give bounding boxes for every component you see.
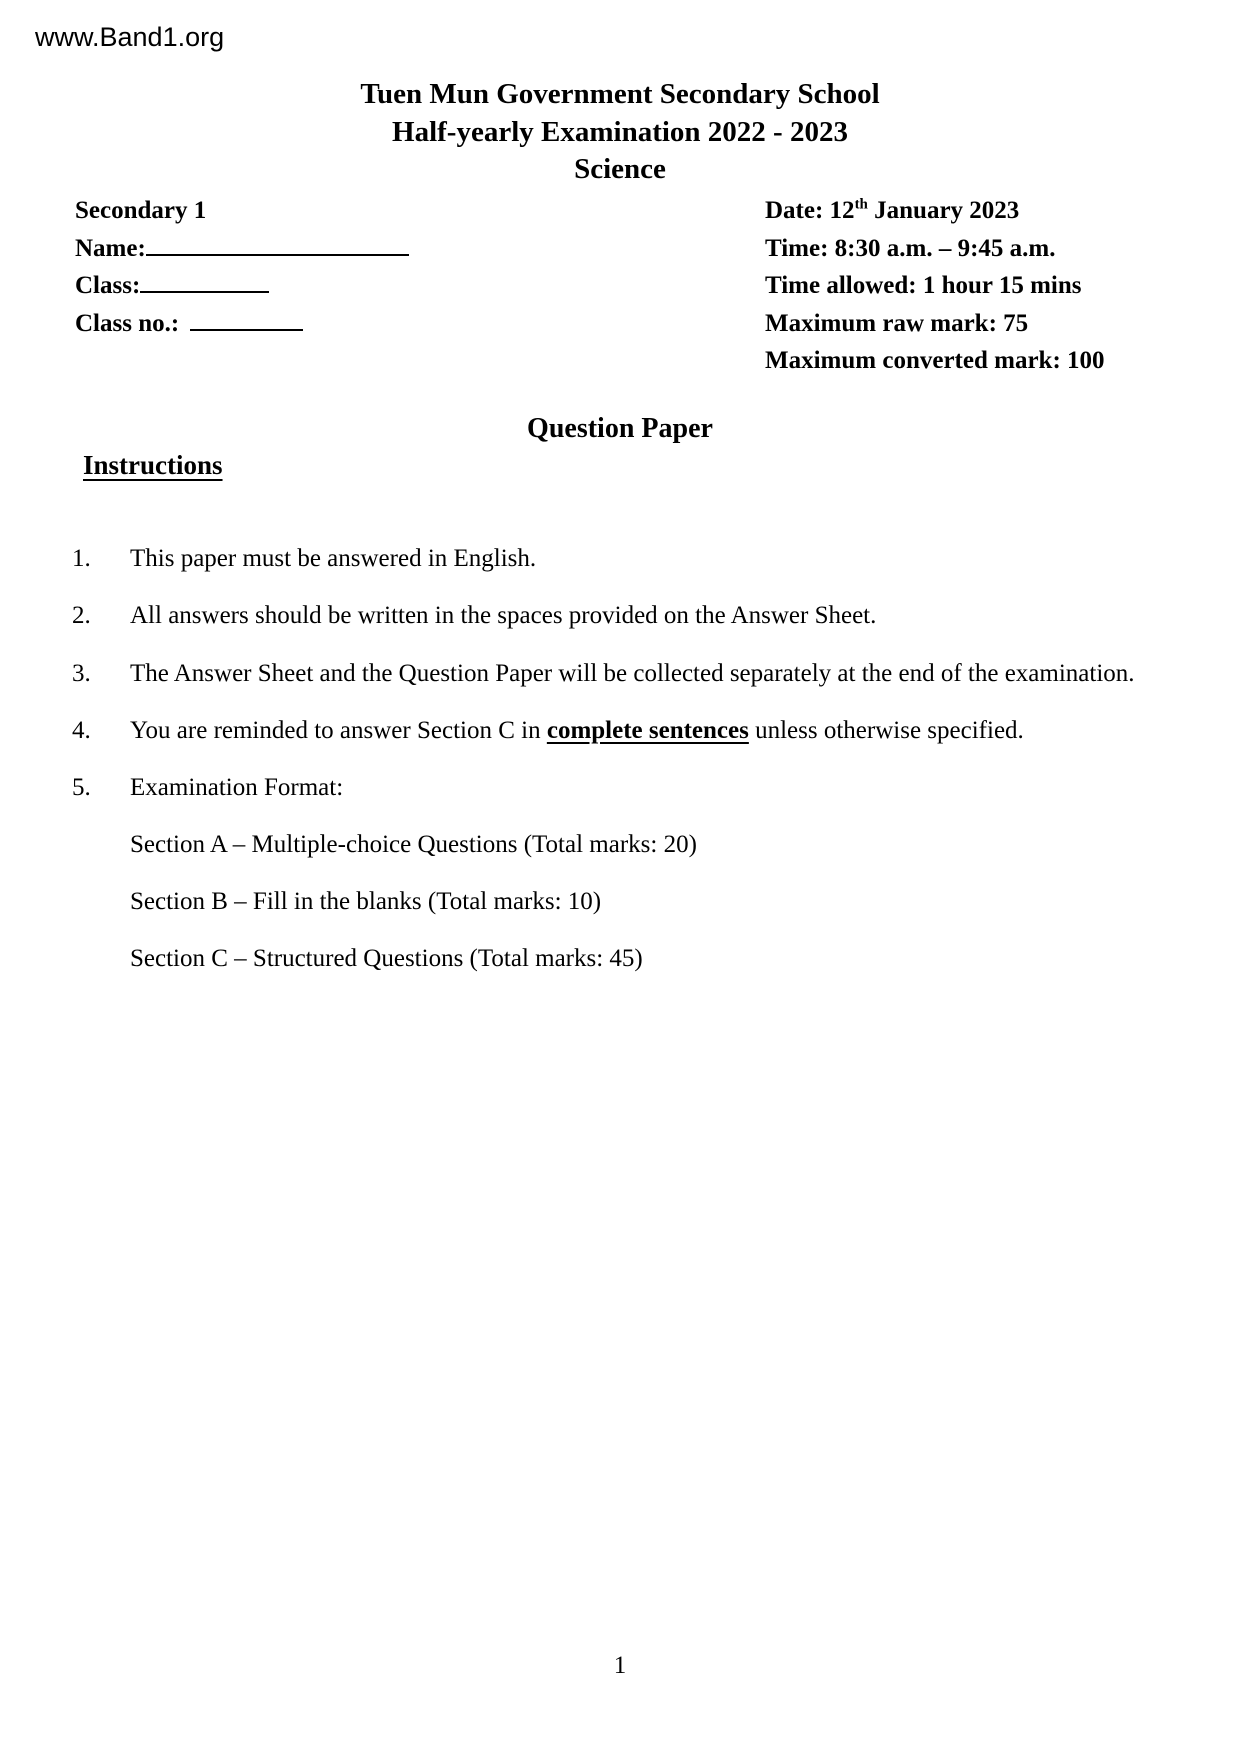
instruction-text: All answers should be written in the spaces provided on the Answer Sheet. [130, 602, 877, 629]
name-line [75, 230, 409, 268]
instruction-text-emphasis: complete sentences [546, 717, 749, 744]
section-c-line: Section C – Structured Questions (Total marks: 45) [130, 945, 643, 972]
class-line [75, 267, 409, 305]
student-info-block [75, 192, 409, 342]
instruction-number: 1. [72, 545, 91, 572]
instruction-number: 4. [72, 717, 91, 744]
class-no-label: Class no.: [75, 309, 180, 337]
instruction-number: 3. [72, 660, 91, 687]
instruction-text-prefix: You are reminded to answer Section C in [130, 717, 547, 744]
class-no-line [75, 305, 409, 343]
name-label: Name: [75, 234, 146, 262]
instruction-text: Examination Format: [130, 774, 344, 801]
time-allowed-line: Time allowed: 1 hour 15 mins [765, 272, 1082, 299]
page-number: 1 [613, 1652, 627, 1679]
instruction-number: 2. [72, 602, 91, 629]
exam-info-block [765, 192, 1105, 380]
date-ordinal-sup: th [854, 196, 868, 213]
subject-name: Science [574, 153, 666, 185]
date-suffix: January 2023 [867, 197, 1020, 224]
instruction-item-3 [72, 658, 1135, 690]
school-name: Tuen Mun Government Secondary School [360, 78, 880, 110]
exam-name: Half-yearly Examination 2022 - 2023 [392, 115, 848, 148]
level-line: Secondary 1 [75, 197, 207, 224]
time-line: Time: 8:30 a.m. – 9:45 a.m. [765, 234, 1056, 262]
watermark-url: www.Band1.org [35, 22, 225, 52]
instructions-heading: Instructions [83, 450, 223, 480]
section-b-line: Section B – Fill in the blanks (Total marks: 10) [130, 888, 602, 915]
name-blank [146, 252, 409, 256]
date-prefix: Date: 12 [765, 197, 855, 224]
class-blank [140, 289, 269, 293]
exam-title-block [0, 76, 1240, 189]
instruction-text: This paper must be answered in English. [130, 545, 537, 572]
instruction-text-suffix: unless otherwise specified. [748, 717, 1024, 744]
instruction-text: The Answer Sheet and the Question Paper will be collected separately at the end of the examination. [130, 660, 1135, 687]
max-raw-mark-line: Maximum raw mark: 75 [765, 309, 1029, 337]
section-a-line: Section A – Multiple-choice Questions (Total marks: 20) [130, 831, 697, 858]
instruction-item-5 [72, 772, 343, 804]
instruction-item-4 [72, 715, 1024, 747]
class-no-blank [190, 327, 303, 331]
question-paper-heading: Question Paper [527, 413, 713, 444]
max-converted-mark-line: Maximum converted mark: 100 [765, 347, 1105, 374]
instruction-item-2 [72, 600, 876, 632]
class-label: Class: [75, 272, 141, 299]
instruction-number: 5. [72, 774, 91, 801]
instruction-item-1 [72, 543, 536, 575]
date-line [765, 192, 1105, 230]
